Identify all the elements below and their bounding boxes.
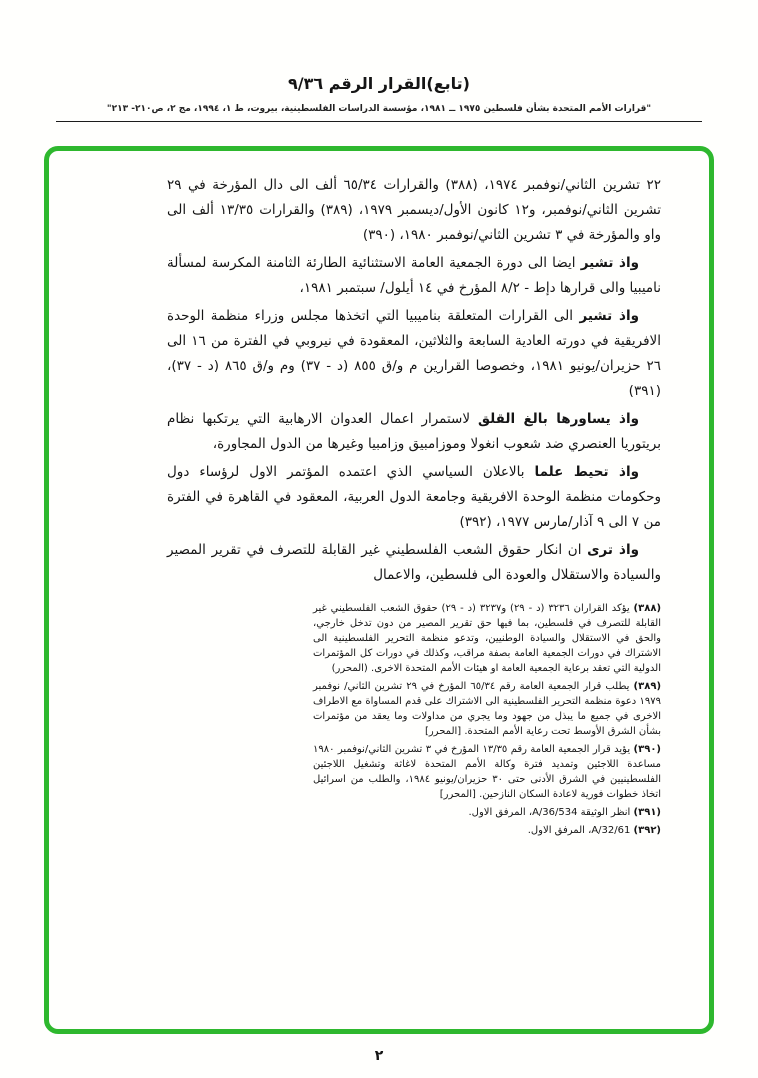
body-paragraph	[167, 460, 661, 535]
paragraph-lead: واذ يساورها بالغ القلق	[478, 411, 639, 427]
paragraph-text: ان انكار حقوق الشعب الفلسطيني غير القابلة للتصرف في تقرير المصير والسيادة والاستقلال والعودة الى فلسطين، والاعمال	[167, 542, 661, 583]
footnote	[313, 805, 661, 820]
footnote	[313, 742, 661, 802]
paragraph-lead: واذ تحيط علما	[534, 464, 639, 480]
footnote-number: (٣٩٠)	[633, 744, 661, 755]
footnote-number: (٣٩١)	[633, 807, 661, 818]
footnote-text: انظر الوثيقة A/36/534، المرفق الاول.	[468, 807, 631, 818]
paragraph-text: لاستمرار اعمال العدوان الارهابية التي يرتكبها نظام بريتوريا العنصري ضد شعوب انغولا وموزامبيق وزامبيا وغيرها من الدول المجاورة،	[167, 411, 661, 452]
footnote-text: يؤيد قرار الجمعية العامة رقم ١٣/٣٥ المؤرخ في ٣ تشرين الثاني/نوفمبر ١٩٨٠ مساعدة اللاجئين وتمديد فترة وكالة الأمم المتحدة لاغاثة وتشغيل اللاجئين الفلسطينيين في الشرق الأدنى حتى ٣٠ حزيران/يونيو ١٩٨٤، والطلب من اسرائيل اتخاذ خطوات فورية لاعادة السكان النازحين. [المحرر]	[313, 744, 662, 800]
footnote	[313, 601, 661, 676]
footnote-text: يطلب قرار الجمعية العامة رقم ٦٥/٣٤ المؤرخ في ٢٩ تشرين الثاني/ نوفمبر ١٩٧٩ دعوة منظمة التحرير الفلسطينية الى الاشتراك على قدم المساواة مع الاطراف الاخرى في جميع ما يبذل من جهود وما يجري من مداولات وما يعقد من مؤتمرات بشأن الشرق الأوسط تحت رعاية الأمم المتحدة. [المحرر]	[313, 681, 661, 737]
footnote-text: A/32/61، المرفق الاول.	[527, 825, 631, 836]
source-citation: "قرارات الأمم المتحدة بشأن فلسطين ١٩٧٥ ــ ١٩٨١، مؤسسة الدراسات الفلسطينية، بيروت، ط ١، ١٩٩٤، مج ٢، ص٢١٠- ٢١٣"	[106, 104, 652, 114]
resolution-text	[49, 151, 709, 838]
body-paragraph	[167, 538, 661, 588]
footnote-number: (٣٨٨)	[633, 603, 662, 614]
paragraph-text: الى القرارات المتعلقة بناميبيا التي اتخذها مجلس وزراء منظمة الوحدة الافريقية في دورته العادية السابعة والثلاثين، المعقودة في نيروبي في الفترة من ١٦ الى ٢٦ حزيران/يونيو ١٩٨١، وخصوصا القرارين م و/ق ٨٥٥ (د - ٣٧) وم و/ق ٨٦٥ (د - ٣٧)، (٣٩١)	[167, 308, 661, 399]
body-paragraph	[167, 304, 661, 404]
page-title: (تابع)القرار الرقم ٩/٣٦	[288, 74, 470, 93]
footnote-number: (٣٩٢)	[633, 825, 661, 836]
footnote-text: يؤكد القراران ٣٢٣٦ (د - ٢٩) و٣٢٣٧ (د - ٢٩) حقوق الشعب الفلسطيني غير القابلة للتصرف في فلسطين، بما فيها حق تقرير المصير من دون تدخل خارجي، والحق في الاستقلال والسيادة الوطنيين، وتدعو منظمة التحرير الفلسطينية الى الاشتراك في دورات الجمعية العامة بصفة مراقب، وكذلك في دورات كل المؤتمرات الدولية التي تعقد برعاية الجمعية العامة او هيئات الأمم المتحدة الاخرى. (المحرر)	[313, 603, 661, 674]
paragraph-text: بالاعلان السياسي الذي اعتمده المؤتمر الاول لرؤساء دول وحكومات منظمة الوحدة الافريقية وجامعة الدول العربية، المعقود في القاهرة في الفترة من ٧ الى ٩ آذار/مارس ١٩٧٧، (٣٩٢)	[167, 464, 661, 530]
page-number: ٢	[374, 1048, 384, 1064]
body-paragraph	[167, 173, 661, 248]
body-paragraph	[167, 407, 661, 457]
paragraph-text: ٢٢ تشرين الثاني/نوفمبر ١٩٧٤، (٣٨٨) والقرارات ٦٥/٣٤ ألف الى دال المؤرخة في ٢٩ تشرين الثاني/نوفمبر، و١٢ كانون الأول/ديسمبر ١٩٧٩، (٣٨٩) والقرارات ١٣/٣٥ ألف الى واو والمؤرخة في ٣ تشرين الثاني/نوفمبر ١٩٨٠، (٣٩٠)	[167, 177, 662, 243]
header-divider	[56, 121, 702, 122]
paragraph-lead: واذ ترى	[587, 542, 639, 558]
body-paragraph	[167, 251, 661, 301]
footnotes-section	[313, 601, 661, 838]
paragraph-text: ايضا الى دورة الجمعية العامة الاستثنائية الطارئة الثامنة المكرسة لمسألة ناميبيا والى قرارها دإط - ٨/٢ المؤرخ في ١٤ أيلول/ سبتمبر ١٩٨١،	[167, 255, 661, 296]
paragraph-lead: واذ تشير	[580, 255, 639, 271]
page-header	[0, 0, 758, 122]
footnote-number: (٣٨٩)	[633, 681, 662, 692]
paragraph-lead: واذ تشير	[579, 308, 639, 324]
footnote	[313, 823, 661, 838]
footnote	[313, 679, 661, 739]
content-border-box	[44, 146, 714, 1034]
